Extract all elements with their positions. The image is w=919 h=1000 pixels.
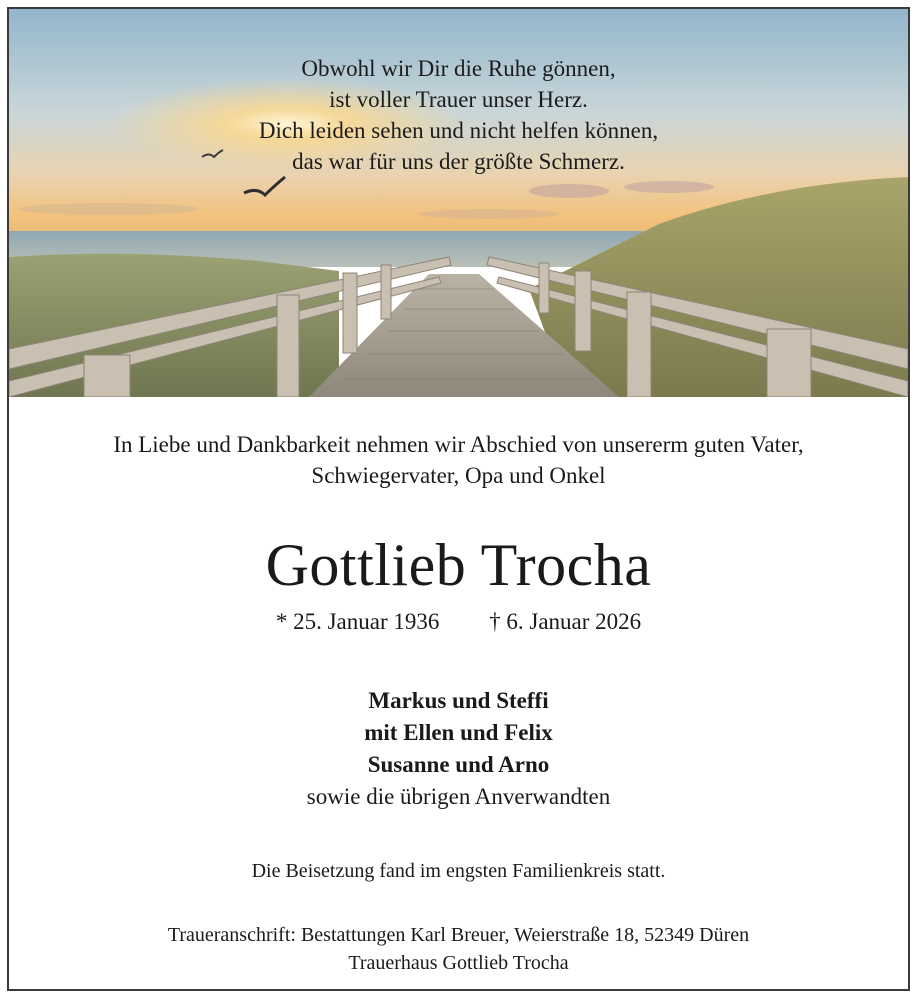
mourner-name: mit Ellen und Felix bbox=[364, 720, 553, 745]
life-dates bbox=[9, 607, 908, 637]
mourner-name: Markus und Steffi bbox=[368, 688, 549, 713]
mourners-list bbox=[9, 685, 908, 813]
deceased-name: Gottlieb Trocha bbox=[265, 532, 652, 598]
mourner-name: Susanne und Arno bbox=[367, 752, 550, 777]
address-line-1: Traueranschrift: Bestattungen Karl Breuer, Weierstraße 18, 52349 Düren bbox=[167, 924, 750, 946]
mourning-address bbox=[9, 921, 908, 977]
poem-line: Dich leiden sehen und nicht helfen können, bbox=[258, 118, 659, 143]
birth-date: * 25. Januar 1936 bbox=[275, 609, 440, 634]
burial-note: Die Beisetzung fand im engsten Familienkreis statt. bbox=[251, 860, 666, 882]
intro-line-1: In Liebe und Dankbarkeit nehmen wir Abschied von unsererm guten Vater, bbox=[113, 432, 804, 457]
obituary-frame bbox=[7, 7, 910, 991]
poem-line: das war für uns der größte Schmerz. bbox=[292, 149, 625, 174]
intro-text bbox=[9, 429, 908, 491]
address-line-2: Trauerhaus Gottlieb Trocha bbox=[348, 952, 569, 974]
other-relatives: sowie die übrigen Anverwandten bbox=[306, 784, 611, 809]
poem-line: Obwohl wir Dir die Ruhe gönnen, bbox=[301, 56, 616, 81]
poem bbox=[9, 53, 908, 177]
poem-line: ist voller Trauer unser Herz. bbox=[329, 87, 588, 112]
death-date: † 6. Januar 2026 bbox=[489, 609, 642, 634]
intro-line-2: Schwiegervater, Opa und Onkel bbox=[311, 463, 606, 488]
